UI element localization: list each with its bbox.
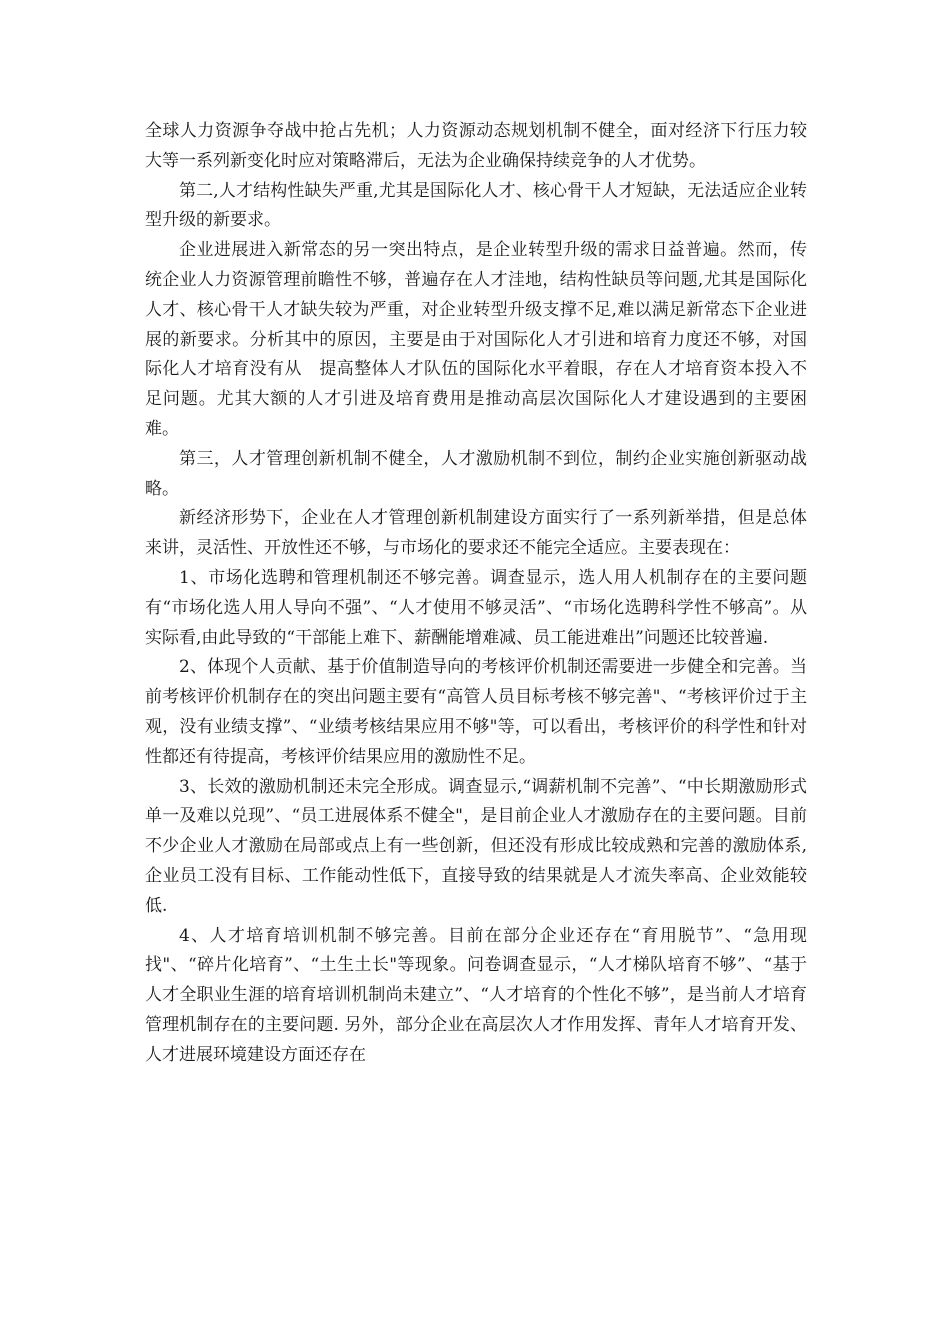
paragraph-item-2: 2、体现个人贡献、基于价值制造导向的考核评价机制还需要进一步健全和完善。当前考核评价机制存在的突出问题主要有“高管人员目标考核不够完善"、“考核评价过于主观，没有业绩支撑”、“业绩考核结果应用不够"等，可以看出，考核评价的科学性和针对性都还有待提高，考核评价结果应用的激励性不足。: [145, 657, 807, 767]
paragraph-new-normal: 企业进展进入新常态的另一突出特点，是企业转型升级的需求日益普遍。然而，传统企业人力资源管理前瞻性不够，普遍存在人才洼地，结构性缺员等问题,尤其是国际化人才、核心骨干人才缺失较为严重，对企业转型升级支撑不足,难以满足新常态下企业进展的新要求。分析其中的原因，主要是由于对国际化人才引进和培育力度还不够，对国际化人才培育没有从 提高整体人才队伍的国际化水平着眼，存在人才培育资本投入不足问题。尤其大额的人才引进及培育费用是推动高层次国际化人才建设遇到的主要困难。: [145, 240, 807, 439]
paragraph-heading-third: 第三，人才管理创新机制不健全，人才激励机制不到位，制约企业实施创新驱动战略。: [145, 448, 807, 499]
paragraph-item-4: 4、人才培育培训机制不够完善。目前在部分企业还存在“育用脱节”、“急用现找"、“碎片化培育”、“土生土长"等现象。问卷调查显示，“人才梯队培育不够”、“基于人才全职业生涯的培育培训机制尚未建立”、“人才培育的个性化不够”，是当前人才培育管理机制存在的主要问题. 另外，部分企业在高层次人才作用发挥、青年人才培育开发、人才进展环境建设方面还存在: [145, 925, 807, 1065]
document-body: [145, 117, 807, 1071]
paragraph-item-3: 3、长效的激励机制还未完全形成。调查显示,“调薪机制不完善”、“中长期激励形式单一及难以兑现”、“员工进展体系不健全"，是目前企业人才激励存在的主要问题。目前不少企业人才激励在局部或点上有一些创新，但还没有形成比较成熟和完善的激励体系,企业员工没有目标、工作能动性低下，直接导致的结果就是人才流失率高、企业效能较低.: [145, 776, 807, 916]
paragraph-item-1: 1、市场化选聘和管理机制还不够完善。调查显示，选人用人机制存在的主要问题有“市场化选人用人导向不强”、“人才使用不够灵活”、“市场化选聘科学性不够高”。从实际看,由此导致的“干部能上难下、薪酬能增难减、员工能进难出”问题还比较普遍.: [145, 567, 807, 648]
paragraph-new-economy: 新经济形势下，企业在人才管理创新机制建设方面实行了一系列新举措，但是总体来讲，灵活性、开放性还不够，与市场化的要求还不能完全适应。主要表现在：: [145, 508, 807, 559]
paragraph-heading-second: 第二,人才结构性缺失严重,尤其是国际化人才、核心骨干人才短缺，无法适应企业转型升级的新要求。: [145, 180, 807, 231]
paragraph-continued: 全球人力资源争夺战中抢占先机；人力资源动态规划机制不健全，面对经济下行压力较大等一系列新变化时应对策略滞后，无法为企业确保持续竞争的人才优势。: [145, 121, 807, 171]
